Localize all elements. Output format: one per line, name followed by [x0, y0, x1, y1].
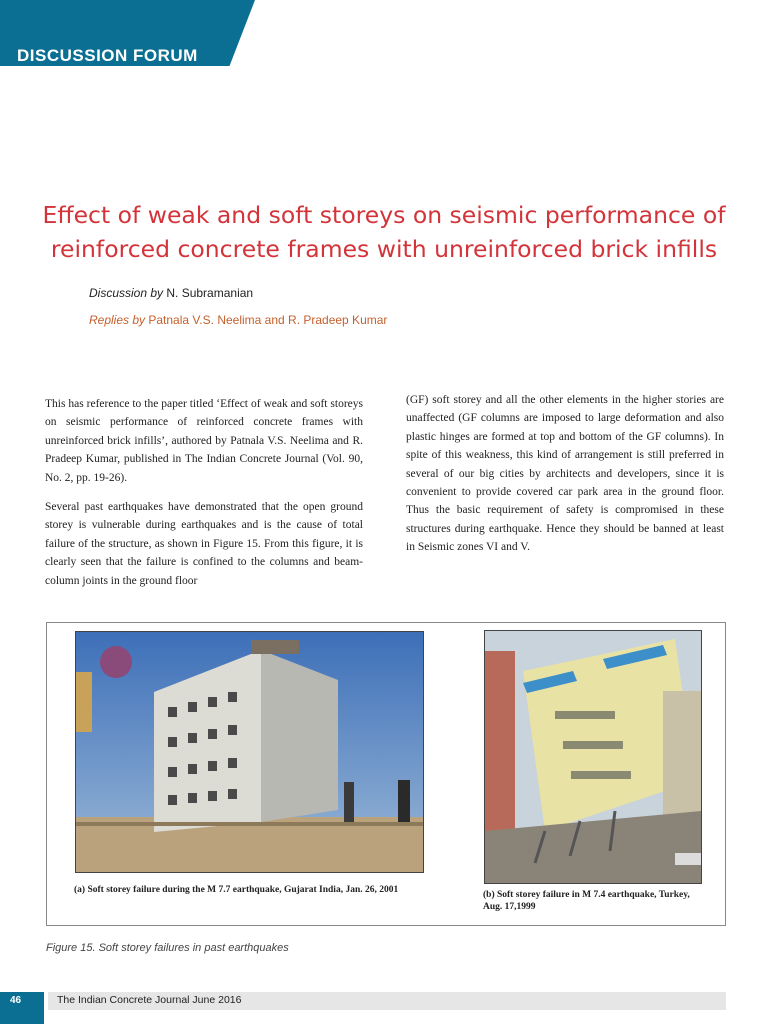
body-paragraph: This has reference to the paper titled ‘Effect of weak and soft storeys on seismic performance of reinforced concrete frames with unreinforced brick infills’, authored by Patnala V.S. Neelima and R. Pradeep Kumar, published in The Indian Concrete Journal (Vol. 90, No. 2, pp. 19-26). [45, 398, 363, 484]
body-paragraph: Several past earthquakes have demonstrated that the open ground storey is vulnerable during earthquakes and is the cause of total failure of the structure, as shown in Figure 15. From this figure, it is clearly seen that the failure is confined to the columns and beam-column joints in the ground floor [45, 501, 363, 587]
figure-caption-a: (a) Soft storey failure during the M 7.7 earthquake, Gujarat India, Jan. 26, 2001 [74, 885, 399, 895]
figure-caption: Figure 15. Soft storey failures in past earthquakes [46, 942, 289, 954]
replies-label: Replies by [89, 313, 146, 327]
article-title: Effect of weak and soft storeys on seismic performance of reinforced concrete frames with unreinforced brick infills [42, 201, 726, 263]
footer-journal: The Indian Concrete Journal June 2016 [57, 994, 242, 1006]
discussion-byline [89, 286, 253, 300]
replies-byline [89, 313, 387, 327]
body-paragraph: (GF) soft storey and all the other elements in the higher stories are unaffected (GF columns are imposed to large deformation and also plastic hinges are formed at top and bottom of the GF columns). In spite of this weakness, this kind of arrangement is still preferred in several of our big cities by architects and developers, since it is convenient to provide covered car park area in the ground floor. Thus the basic requirement of safety is compromised in these structures during earthquake. Hence they should be banned at least in Seismic zones VI and V. [406, 394, 724, 554]
body-column-right [406, 391, 724, 568]
replies-authors: Patnala V.S. Neelima and R. Pradeep Kumar [148, 313, 388, 327]
figure-caption-b: (b) Soft storey failure in M 7.4 earthquake, Turkey, Aug. 17,1999 [483, 890, 690, 912]
body-column-left [45, 395, 363, 601]
discussion-label: Discussion by [89, 286, 164, 300]
page-number: 46 [10, 995, 22, 1006]
photo-gujarat-building [75, 631, 424, 873]
discussion-author: N. Subramanian [166, 286, 254, 300]
figure-box [46, 622, 726, 926]
photo-turkey-building [484, 630, 702, 884]
page-number-tab [0, 992, 44, 1024]
section-title: DISCUSSION FORUM [17, 46, 198, 65]
